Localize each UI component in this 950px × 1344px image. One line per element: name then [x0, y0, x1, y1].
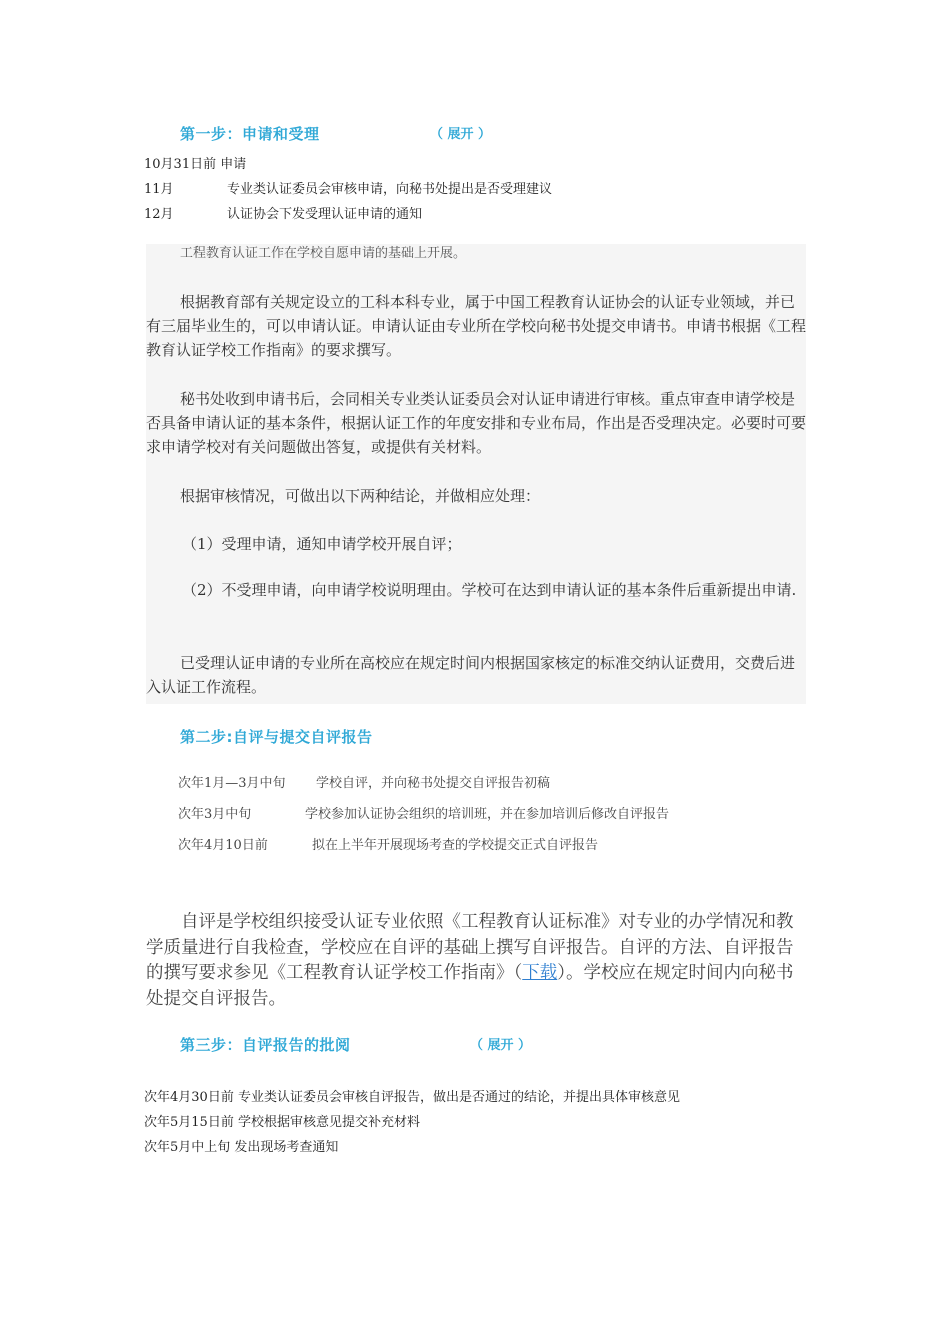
schedule-text: 专业类认证委员会审核自评报告，做出是否通过的结论，并提出具体审核意见 — [237, 1090, 680, 1105]
schedule-date: 次年5月中上旬 — [144, 1140, 231, 1155]
step1-expand-link[interactable]: （ 展开 ） — [430, 127, 492, 142]
step1-paragraph: 工程教育认证工作在学校自愿申请的基础上开展。 — [180, 246, 467, 261]
schedule-text: 申请 — [220, 157, 247, 172]
step3-title: 第三步：自评报告的批阅 — [180, 1036, 351, 1054]
step3-schedule-row — [144, 1136, 338, 1155]
step1-paragraph: （2）不受理申请，向申请学校说明理由。学校可在达到申请认证的基本条件后重新提出申请. — [182, 581, 797, 599]
step2-paragraph — [146, 910, 806, 1012]
schedule-date: 次年5月15日前 — [144, 1115, 234, 1130]
step1-schedule-row — [144, 153, 246, 172]
schedule-date: 10月31日前 — [144, 157, 217, 172]
step1-schedule-text: 专业类认证委员会审核申请，向秘书处提出是否受理建议 — [227, 182, 553, 197]
step3-expand-link[interactable]: （ 展开 ） — [470, 1038, 532, 1053]
step2-title: 第二步:自评与提交自评报告 — [180, 728, 373, 746]
step2-schedule-date: 次年3月中旬 — [178, 807, 252, 822]
step2-schedule-date: 次年1月—3月中旬 — [178, 776, 286, 791]
step3-schedule-row — [144, 1111, 420, 1130]
step2-schedule-text: 学校自评，并向秘书处提交自评报告初稿 — [316, 776, 551, 791]
download-link[interactable]: 下载 — [522, 963, 558, 983]
step1-title: 第一步：申请和受理 — [180, 125, 320, 143]
schedule-text: 发出现场考查通知 — [234, 1140, 339, 1155]
step1-schedule-text: 认证协会下发受理认证申请的通知 — [227, 207, 423, 222]
step1-paragraph: 秘书处收到申请书后，会同相关专业类认证委员会对认证申请进行审核。重点审查申请学校是否具备申请认证的基本条件，根据认证工作的年度安排和专业布局，作出是否受理决定。必要时可要求申请学校对有关问题做出答复，或提供有关材料。 — [146, 390, 807, 456]
step1-schedule-date: 11月 — [144, 182, 174, 197]
step3-schedule-row — [144, 1086, 680, 1105]
step1-paragraph: 根据审核情况，可做出以下两种结论，并做相应处理： — [180, 487, 541, 505]
step1-schedule-date: 12月 — [144, 207, 174, 222]
schedule-text: 学校根据审核意见提交补充材料 — [237, 1115, 420, 1130]
step2-schedule-date: 次年4月10日前 — [178, 838, 268, 853]
step2-schedule-text: 拟在上半年开展现场考查的学校提交正式自评报告 — [312, 838, 599, 853]
step1-paragraph: 根据教育部有关规定设立的工科本科专业，属于中国工程教育认证协会的认证专业领域，并已有三届毕业生的，可以申请认证。申请认证由专业所在学校向秘书处提交申请书。申请书根据《工程教育认证学校工作指南》的要求撰写。 — [146, 293, 807, 359]
step2-schedule-text: 学校参加认证协会组织的培训班，并在参加培训后修改自评报告 — [305, 807, 670, 822]
paragraph-text: 自评是学校组织接受认证专业依照《工程教育认证标准》对专业的办学情况和教学质量进行自我检查，学校应在自评的基础上撰写自评报告。自评的方法、自评报告的撰写要求参见《工程教育认证学校工作指南》（ — [146, 912, 794, 983]
paragraph-text: ）。学校应在规定时间内向秘书处提交自评报告。 — [146, 963, 794, 1009]
step1-paragraph: （1）受理申请，通知申请学校开展自评； — [182, 535, 462, 553]
schedule-date: 次年4月30日前 — [144, 1090, 234, 1105]
step1-paragraph: 已受理认证申请的专业所在高校应在规定时间内根据国家核定的标准交纳认证费用，交费后进入认证工作流程。 — [146, 654, 796, 696]
